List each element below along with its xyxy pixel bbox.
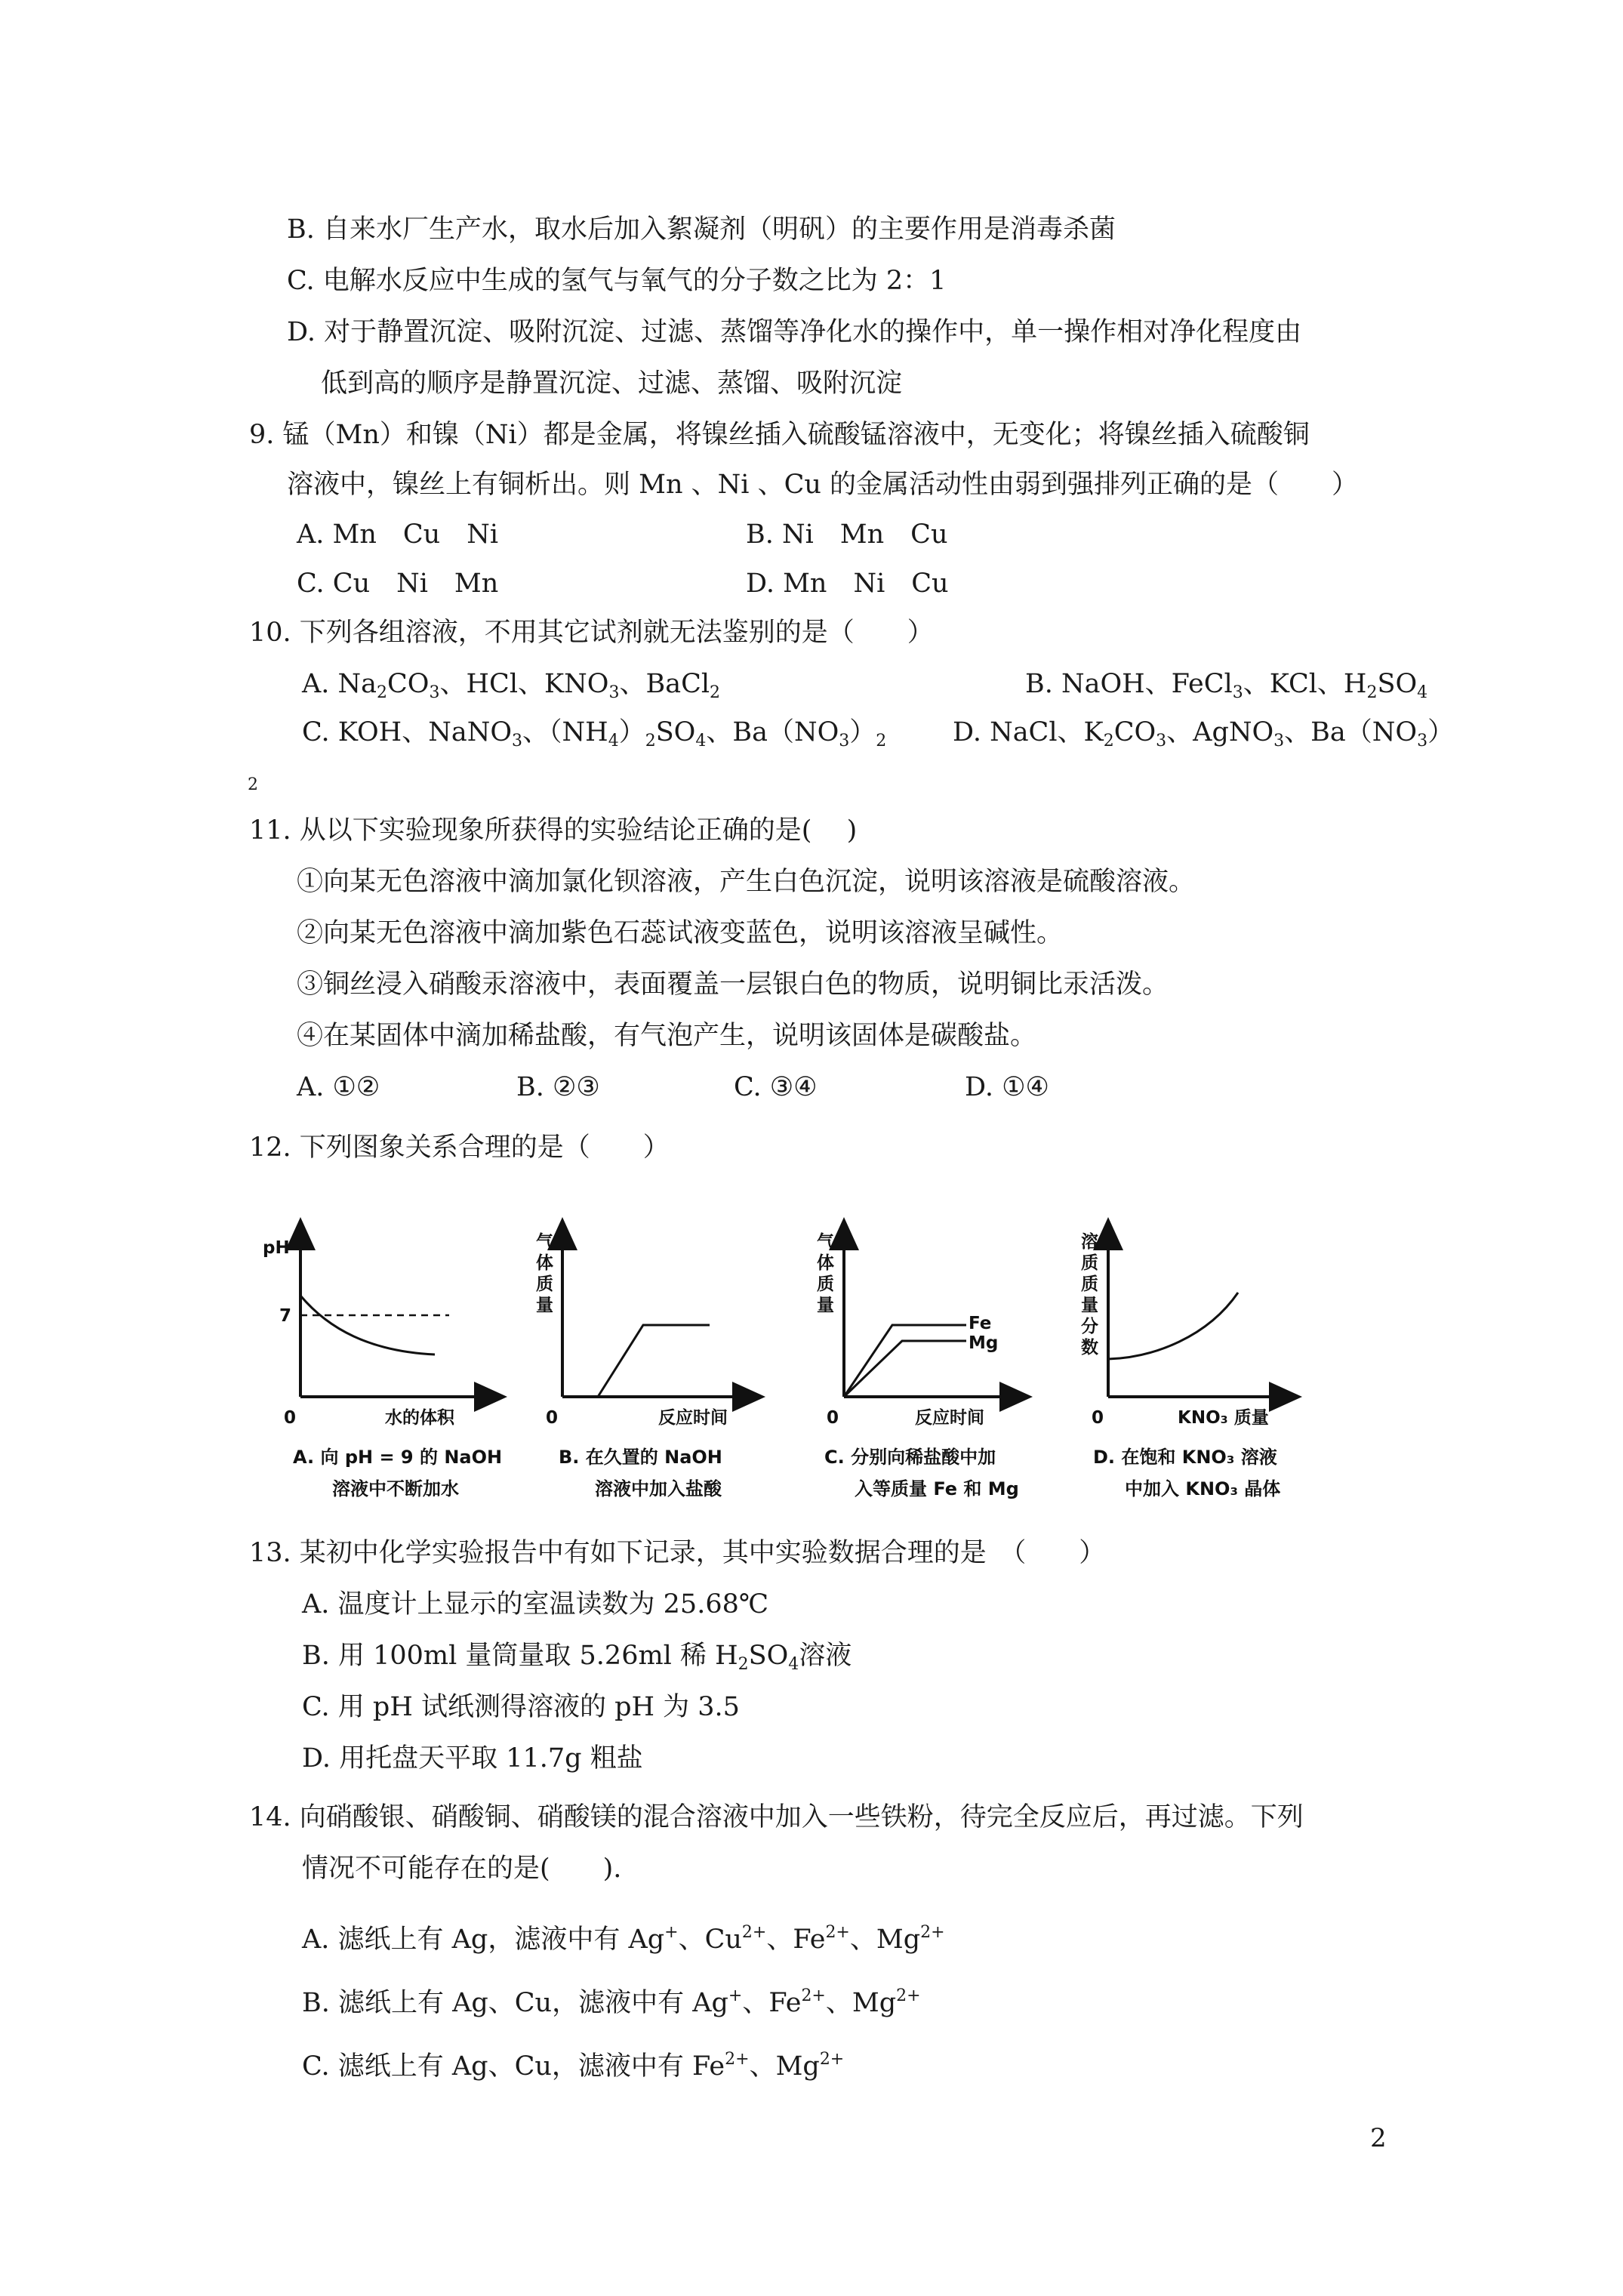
q14-option-c: C. 滤纸上有 Ag、Cu，滤液中有 $Fe^{2+}$、$Mg^{2+}$ bbox=[302, 2050, 845, 2082]
graph-c-y-label-1: 气 bbox=[817, 1232, 834, 1252]
q10-option-d: D. NaCl、$K_2CO_3$、AgNO$_3$、$Ba(NO_3)$ bbox=[953, 717, 1455, 750]
graph-d-y-label-2: 质 bbox=[1081, 1253, 1098, 1273]
q10-option-b: B. NaOH、FeCl$_3$、KCl、$H_2SO_4$ bbox=[1025, 669, 1428, 702]
q14-stem: 14. 向硝酸银、硝酸铜、硝酸镁的混合溶液中加入一些铁粉，待完全反应后，再过滤。下列 bbox=[249, 1802, 1304, 1832]
q10-option-d-subscript-wrap: 2 bbox=[248, 775, 258, 794]
graph-d-curve bbox=[1108, 1293, 1238, 1359]
graph-a-caption-1: A. 向 pH = 9 的 NaOH bbox=[293, 1447, 503, 1468]
q9-option-c: C. Cu Ni Mn bbox=[297, 569, 499, 599]
graph-c-caption-2: 入等质量 Fe 和 Mg bbox=[855, 1478, 1019, 1499]
graph-d-y-label-4: 量 bbox=[1081, 1296, 1098, 1315]
graph-c-x-label: 反应时间 bbox=[915, 1408, 984, 1428]
q10-option-c: C. KOH、NaNO$_3$、$(NH_4)_2SO_4$、$Ba(NO_3)_2$ bbox=[302, 717, 887, 750]
q13-option-a: A. 温度计上显示的室温读数为 25.68℃ bbox=[302, 1589, 769, 1620]
q11-statement-4: ④在某固体中滴加稀盐酸，有气泡产生，说明该固体是碳酸盐。 bbox=[297, 1021, 1037, 1051]
q14-option-b: B. 滤纸上有 Ag、Cu，滤液中有 Ag+、$Fe^{2+}$、$Mg^{2+}$ bbox=[302, 1986, 921, 2018]
q14-stem-continued: 情况不可能存在的是( ). bbox=[302, 1854, 622, 1884]
graph-a-origin: 0 bbox=[284, 1408, 297, 1428]
q9-option-d: D. Mn Ni Cu bbox=[746, 569, 949, 599]
q11-statement-3: ③铜丝浸入硝酸汞溶液中，表面覆盖一层银白色的物质，说明铜比汞活泼。 bbox=[297, 969, 1169, 1000]
graph-d bbox=[1081, 1231, 1287, 1499]
graph-b-line bbox=[598, 1325, 710, 1397]
graph-b-caption-2: 溶液中加入盐酸 bbox=[595, 1478, 722, 1499]
q11-option-d: D. ①④ bbox=[965, 1072, 1049, 1102]
graph-d-origin: 0 bbox=[1092, 1408, 1104, 1428]
q13-option-c: C. 用 pH 试纸测得溶液的 pH 为 3.5 bbox=[302, 1692, 740, 1722]
graph-b-y-label-4: 量 bbox=[536, 1296, 553, 1315]
q11-option-b: B. ②③ bbox=[516, 1072, 600, 1102]
q14-option-a: A. 滤纸上有 Ag，滤液中有 Ag+、$Cu^{2+}$、$Fe^{2+}$、$Mg^{2+}$ bbox=[302, 1923, 945, 1955]
graph-b-y-label-1: 气 bbox=[536, 1232, 553, 1252]
graph-a-y-tick-7: 7 bbox=[279, 1306, 292, 1326]
graph-d-y-label-3: 质 bbox=[1081, 1274, 1098, 1294]
graph-d-caption-1: D. 在饱和 KNO₃ 溶液 bbox=[1093, 1447, 1277, 1468]
q8-option-b: B. 自来水厂生产水，取水后加入絮凝剂（明矾）的主要作用是消毒杀菌 bbox=[287, 214, 1116, 245]
graph-d-x-label: KNO₃ 质量 bbox=[1178, 1408, 1269, 1428]
q13-option-d: D. 用托盘天平取 11.7g 粗盐 bbox=[302, 1743, 643, 1774]
q8-option-d: D. 对于静置沉淀、吸附沉淀、过滤、蒸馏等净化水的操作中，单一操作相对净化程度由 bbox=[287, 317, 1302, 347]
q11-statement-1: ①向某无色溶液中滴加氯化钡溶液，产生白色沉淀，说明该溶液是硫酸溶液。 bbox=[297, 867, 1196, 897]
graph-c-fe-line bbox=[844, 1325, 966, 1397]
q10-stem: 10. 下列各组溶液，不用其它试剂就无法鉴别的是（ ） bbox=[249, 618, 934, 648]
graph-b-x-label: 反应时间 bbox=[658, 1408, 728, 1428]
q9-stem-continued: 溶液中，镍丝上有铜析出。则 Mn 、Ni 、Cu 的金属活动性由弱到强排列正确的是（ ） bbox=[287, 470, 1359, 500]
graph-a-curve bbox=[300, 1296, 435, 1354]
q9-option-b: B. Ni Mn Cu bbox=[746, 519, 948, 550]
q12-stem: 12. 下列图象关系合理的是（ ） bbox=[249, 1133, 670, 1163]
graph-d-y-label-5: 分 bbox=[1081, 1317, 1098, 1336]
graph-a-y-label: pH bbox=[263, 1238, 290, 1258]
q13-option-b: B. 用 100ml 量筒量取 5.26ml 稀 $H_2SO_4$溶液 bbox=[302, 1641, 852, 1674]
graph-c-series-fe: Fe bbox=[969, 1314, 992, 1333]
q9-option-a: A. Mn Cu Ni bbox=[297, 519, 499, 550]
q8-option-c: C. 电解水反应中生成的氢气与氧气的分子数之比为 2：1 bbox=[287, 266, 947, 296]
graph-d-caption-2: 中加入 KNO₃ 晶体 bbox=[1125, 1478, 1281, 1499]
graph-b-origin: 0 bbox=[546, 1408, 559, 1428]
graph-a bbox=[263, 1232, 502, 1499]
graph-b-caption-1: B. 在久置的 NaOH bbox=[559, 1447, 722, 1468]
graph-c-series-mg: Mg bbox=[969, 1333, 999, 1353]
graph-d-y-label-1: 溶 bbox=[1081, 1232, 1098, 1252]
graph-c-y-label-4: 量 bbox=[817, 1296, 834, 1315]
graph-b-y-label-2: 体 bbox=[536, 1253, 553, 1273]
graph-a-x-label: 水的体积 bbox=[385, 1408, 454, 1428]
q10-option-a: A. $Na_2CO_3$、HCl、$KNO_3$、BaCl$_2$ bbox=[302, 669, 721, 702]
q9-stem: 9. 锰（Mn）和镍（Ni）都是金属，将镍丝插入硫酸锰溶液中，无变化；将镍丝插入硫酸铜 bbox=[249, 420, 1310, 450]
graph-c-y-label-3: 质 bbox=[817, 1274, 834, 1294]
q11-statement-2: ②向某无色溶液中滴加紫色石蕊试液变蓝色，说明该溶液呈碱性。 bbox=[297, 918, 1064, 948]
page-number: 2 bbox=[1370, 2123, 1387, 2153]
q8-option-d-continued: 低到高的顺序是静置沉淀、过滤、蒸馏、吸附沉淀 bbox=[321, 368, 903, 399]
graph-a-caption-2: 溶液中不断加水 bbox=[332, 1478, 459, 1499]
graph-c-caption-1: C. 分别向稀盐酸中加 bbox=[824, 1447, 996, 1468]
q11-option-a: A. ①② bbox=[297, 1072, 380, 1102]
graph-c-origin: 0 bbox=[827, 1408, 839, 1428]
q12-graphs-figure bbox=[257, 1216, 1329, 1525]
graph-c-y-label-2: 体 bbox=[817, 1253, 834, 1273]
q11-stem: 11. 从以下实验现象所获得的实验结论正确的是( ) bbox=[249, 815, 858, 846]
q13-stem: 13. 某初中化学实验报告中有如下记录，其中实验数据合理的是 （ ） bbox=[249, 1538, 1106, 1568]
graph-c bbox=[817, 1231, 1019, 1499]
q11-option-c: C. ③④ bbox=[734, 1072, 818, 1102]
graph-b bbox=[536, 1231, 750, 1499]
graph-d-y-label-6: 数 bbox=[1081, 1338, 1098, 1358]
graph-b-y-label-3: 质 bbox=[536, 1274, 553, 1294]
